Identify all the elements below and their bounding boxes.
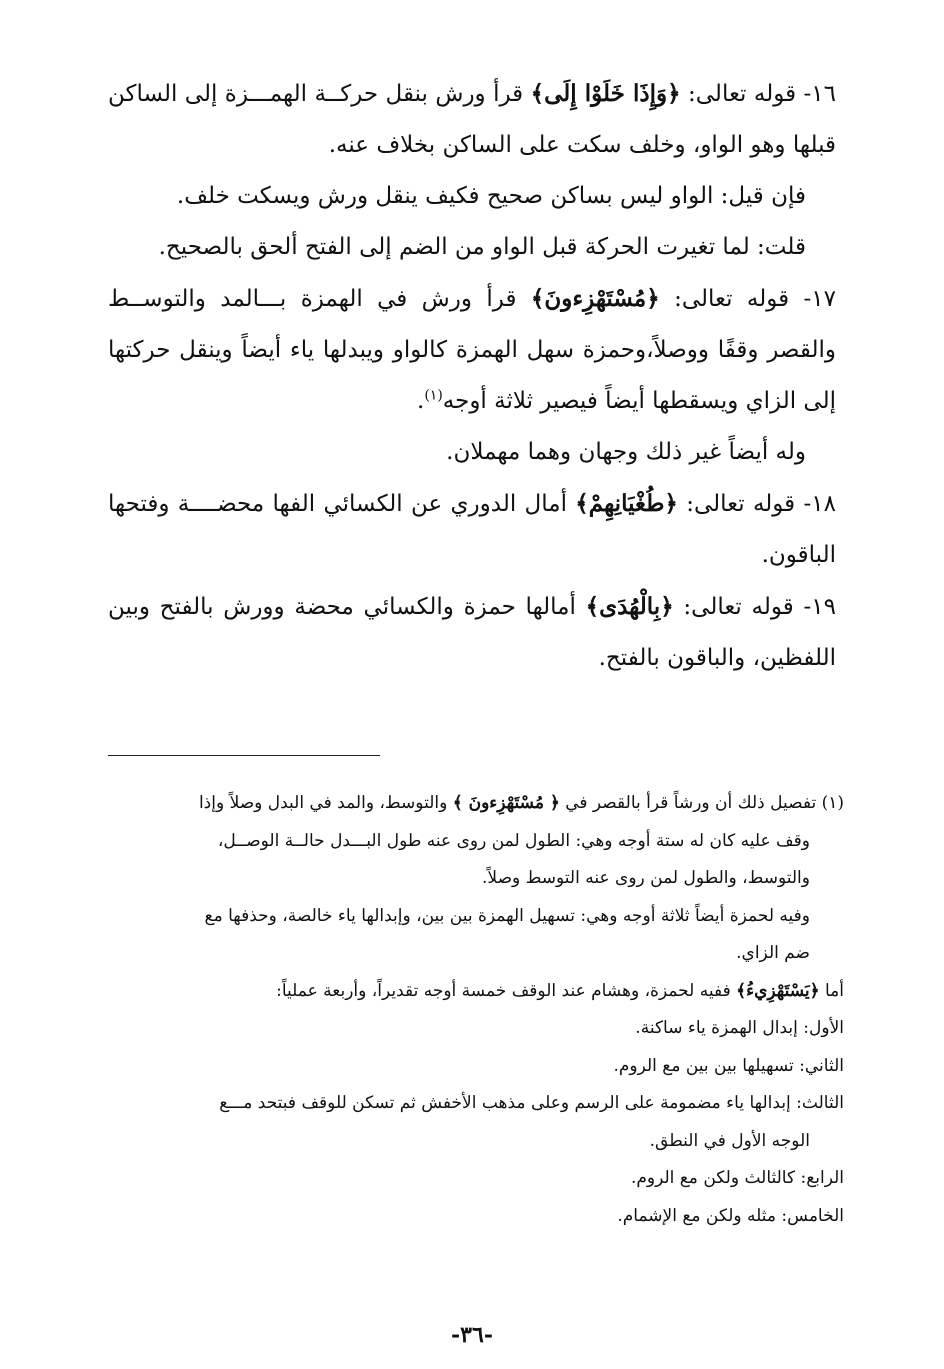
footnote-line: أما ﴿يَسْتَهْزِيءُ﴾ ففيه لحمزة، وهشام عند الوقف خمسة أوجه تقديراً، وأربعة عملياً: bbox=[276, 980, 844, 1001]
footnote-line: الوجه الأول في النطق. bbox=[649, 1130, 810, 1151]
footnote-line: الخامس: مثله ولكن مع الإشمام. bbox=[617, 1205, 844, 1226]
paragraph-17: ١٧- قوله تعالى: ﴿مُسْتَهْزِءونَ﴾ قرأ ورش في الهمزة بـــالمد والتوســط والقصر وقفًا ووصلاً،وحمزة سهل الهمزة كالواو ويبدلها ياء أيضاً وينقل حركتها إلى الزاي ويسقطها أيضاً فيصير ثلاثة أوجه$^{(١)}$. bbox=[108, 285, 837, 414]
quran-quote: ﴿بِالْهُدَى﴾ bbox=[585, 593, 674, 620]
footnote-line: الأول: إبدال الهمزة ياء ساكنة. bbox=[635, 1018, 844, 1038]
footnote-divider bbox=[108, 755, 380, 756]
paragraph-question: فإن قيل: الواو ليس بساكن صحيح فكيف ينقل ورش ويسكت خلف. bbox=[176, 183, 806, 209]
footnote-reference[interactable]: (١) bbox=[424, 387, 443, 404]
quran-quote: ﴿ مُسْتَهْزِءونَ ﴾ bbox=[452, 793, 560, 813]
footnote-line: الرابع: كالثالث ولكن مع الروم. bbox=[630, 1168, 844, 1188]
main-text bbox=[108, 68, 836, 684]
footnotes bbox=[100, 785, 844, 1235]
footnote-line: ضم الزاي. bbox=[736, 943, 810, 963]
paragraph-18: ١٨- قوله تعالى: ﴿طُغْيَانِهِمْ﴾ أمال الدوري عن الكسائي الفها محضــــة وفتحها الباقون. bbox=[108, 490, 836, 568]
page-number: -٣٦- bbox=[451, 1322, 493, 1348]
paragraph-other-ways: وله أيضاً غير ذلك وجهان وهما مهملان. bbox=[446, 439, 806, 465]
paragraph-19: ١٩- قوله تعالى: ﴿بِالْهُدَى﴾ أمالها حمزة والكسائي محضة وورش بالفتح وبين اللفظين، والباقون بالفتح. bbox=[108, 593, 836, 671]
quran-quote: ﴿طُغْيَانِهِمْ﴾ bbox=[575, 490, 678, 517]
footnote-line: الثالث: إبدالها ياء مضمومة على الرسم وعلى مذهب الأخفش ثم تسكن للوقف فبتحد مـــع bbox=[219, 1093, 844, 1113]
footnote-line: والتوسط، والطول لمن روى عنه التوسط وصلاً. bbox=[482, 868, 810, 888]
footnote-line: (١) تفصيل ذلك أن ورشاً قرأ بالقصر في ﴿ مُسْتَهْزِءونَ ﴾ والتوسط، والمد في البدل وصلاً وإذا bbox=[198, 793, 844, 813]
footnote-line: وقف عليه كان له ستة أوجه وهي: الطول لمن روى عنه طول البـــدل حالــة الوصــل، bbox=[217, 830, 810, 851]
quran-quote: ﴿وَإِذَا خَلَوْا إِلَى﴾ bbox=[530, 80, 681, 107]
footnote-line: الثاني: تسهيلها بين بين مع الروم. bbox=[613, 1055, 844, 1076]
paragraph-16: ١٦- قوله تعالى: ﴿وَإِذَا خَلَوْا إِلَى﴾ قرأ ورش بنقل حركــة الهمـــزة إلى الساكن قبلها وهو الواو، وخلف سكت على الساكن بخلاف عنه. bbox=[108, 80, 836, 158]
quran-quote: ﴿يَسْتَهْزِيءُ﴾ bbox=[736, 980, 820, 1001]
quran-quote: ﴿مُسْتَهْزِءونَ﴾ bbox=[530, 285, 660, 312]
paragraph-answer: قلت: لما تغيرت الحركة قبل الواو من الضم إلى الفتح ألحق بالصحيح. bbox=[158, 234, 806, 260]
footnote-line: وفيه لحمزة أيضاً ثلاثة أوجه وهي: تسهيل الهمزة بين بين، وإبدالها ياء خالصة، وحذفها مع bbox=[204, 905, 810, 926]
